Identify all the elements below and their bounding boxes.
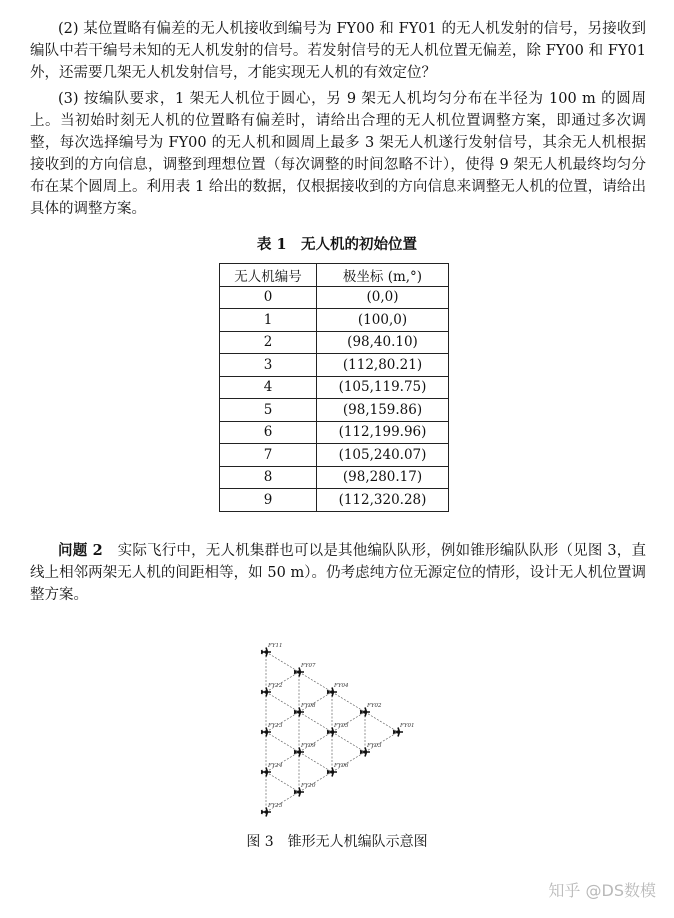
initial-position-table <box>219 263 449 512</box>
drone-label: FY02 <box>367 703 382 709</box>
drone-markers <box>261 648 403 817</box>
cell-id: 1 <box>220 309 317 332</box>
drone-label: FY05 <box>334 723 349 729</box>
formation-link <box>266 652 299 672</box>
cell-id: 4 <box>220 376 317 399</box>
formation-link <box>299 732 332 752</box>
drone-label: FY10 <box>301 783 316 789</box>
cell-coordinates: (112,199.96) <box>317 421 449 444</box>
drone-label: FY12 <box>268 683 283 689</box>
drone-label: FY14 <box>268 763 283 769</box>
formation-link <box>299 712 332 732</box>
formation-link <box>299 752 332 772</box>
formation-link <box>266 732 299 752</box>
cell-coordinates: (100,0) <box>317 309 449 332</box>
formation-link <box>266 672 299 692</box>
table-row <box>220 286 449 309</box>
formation-link <box>266 772 299 792</box>
table-row <box>220 354 449 377</box>
table-header-row <box>220 264 449 287</box>
table-title: 表 1 无人机的初始位置 <box>256 236 418 253</box>
paragraph-question-2 <box>30 540 646 606</box>
table-row <box>220 331 449 354</box>
formation-link <box>332 692 365 712</box>
column-header-coordinates: 极坐标 (m,°) <box>317 264 449 287</box>
table-row <box>220 444 449 467</box>
cell-id: 6 <box>220 421 317 444</box>
cell-coordinates: (98,40.10) <box>317 331 449 354</box>
cell-id: 7 <box>220 444 317 467</box>
formation-link <box>365 712 398 732</box>
drone-label: FY07 <box>301 663 316 669</box>
cone-formation-diagram <box>250 630 430 825</box>
watermark: 知乎 @DS数模 <box>548 881 656 900</box>
formation-link <box>266 752 299 772</box>
formation-link <box>365 732 398 752</box>
cell-coordinates: (105,240.07) <box>317 444 449 467</box>
drone-labels <box>267 643 414 809</box>
paragraph-question-1-part-2: (2) 某位置略有偏差的无人机接收到编号为 FY00 和 FY01 的无人机发射的信号，另接收到编队中若干编号未知的无人机发射的信号。若发射信号的无人机位置无偏差，除 FY00 和 FY01 外，还需要几架无人机发射信号，才能实现无人机的有效定位？ <box>30 21 646 81</box>
cell-coordinates: (0,0) <box>317 286 449 309</box>
table-row <box>220 376 449 399</box>
formation-link <box>332 712 365 732</box>
figure-caption: 图 3 锥形无人机编队示意图 <box>246 834 428 850</box>
drone-label: FY15 <box>268 803 283 809</box>
formation-link <box>266 792 299 812</box>
cell-coordinates: (112,320.28) <box>317 489 449 512</box>
drone-label: FY03 <box>367 743 382 749</box>
table-row <box>220 309 449 332</box>
formation-link <box>332 752 365 772</box>
table-row <box>220 466 449 489</box>
table-row <box>220 421 449 444</box>
cell-coordinates: (98,159.86) <box>317 399 449 422</box>
cell-id: 2 <box>220 331 317 354</box>
cell-coordinates: (98,280.17) <box>317 466 449 489</box>
drone-label: FY08 <box>301 703 316 709</box>
formation-link <box>299 772 332 792</box>
cell-id: 0 <box>220 286 317 309</box>
drone-label: FY09 <box>301 743 316 749</box>
formation-link <box>266 692 299 712</box>
formation-link <box>266 712 299 732</box>
cell-id: 9 <box>220 489 317 512</box>
table-row <box>220 489 449 512</box>
cell-coordinates: (112,80.21) <box>317 354 449 377</box>
drone-label: FY04 <box>334 683 349 689</box>
formation-link <box>332 732 365 752</box>
drone-label: FY06 <box>334 763 349 769</box>
formation-link <box>299 692 332 712</box>
drone-label: FY01 <box>400 723 415 729</box>
drone-label: FY13 <box>268 723 283 729</box>
column-header-id: 无人机编号 <box>220 264 317 287</box>
question-2-label: 问题 2 <box>58 542 103 559</box>
question-2-text: 实际飞行中，无人机集群也可以是其他编队队形，例如锥形编队队形（见图 3，直线上相邻两架无人机的间距相等，如 50 m）。仍考虑纯方位无源定位的情形，设计无人机位置调整方案。 <box>30 543 646 603</box>
cell-id: 5 <box>220 399 317 422</box>
paragraph-question-1-part-3: (3) 按编队要求，1 架无人机位于圆心，另 9 架无人机均匀分布在半径为 100 m 的圆周上。当初始时刻无人机的位置略有偏差时，请给出合理的无人机位置调整方案，即通过多次调整，每次选择编号为 FY00 的无人机和圆周上最多 3 架无人机遂行发射信号，其余无人机根据接收到的方向信息，调整到理想位置（每次调整的时间忽略不计），使得 9 架无人机最终均匀分布在某个圆周上。利用表 1 给出的数据，仅根据接收到的方向信息来调整无人机的位置，请给出具体的调整方案。 <box>30 91 646 217</box>
table-row <box>220 399 449 422</box>
formation-link <box>299 672 332 692</box>
drone-label: FY11 <box>268 643 283 649</box>
cell-id: 3 <box>220 354 317 377</box>
cell-coordinates: (105,119.75) <box>317 376 449 399</box>
cell-id: 8 <box>220 466 317 489</box>
